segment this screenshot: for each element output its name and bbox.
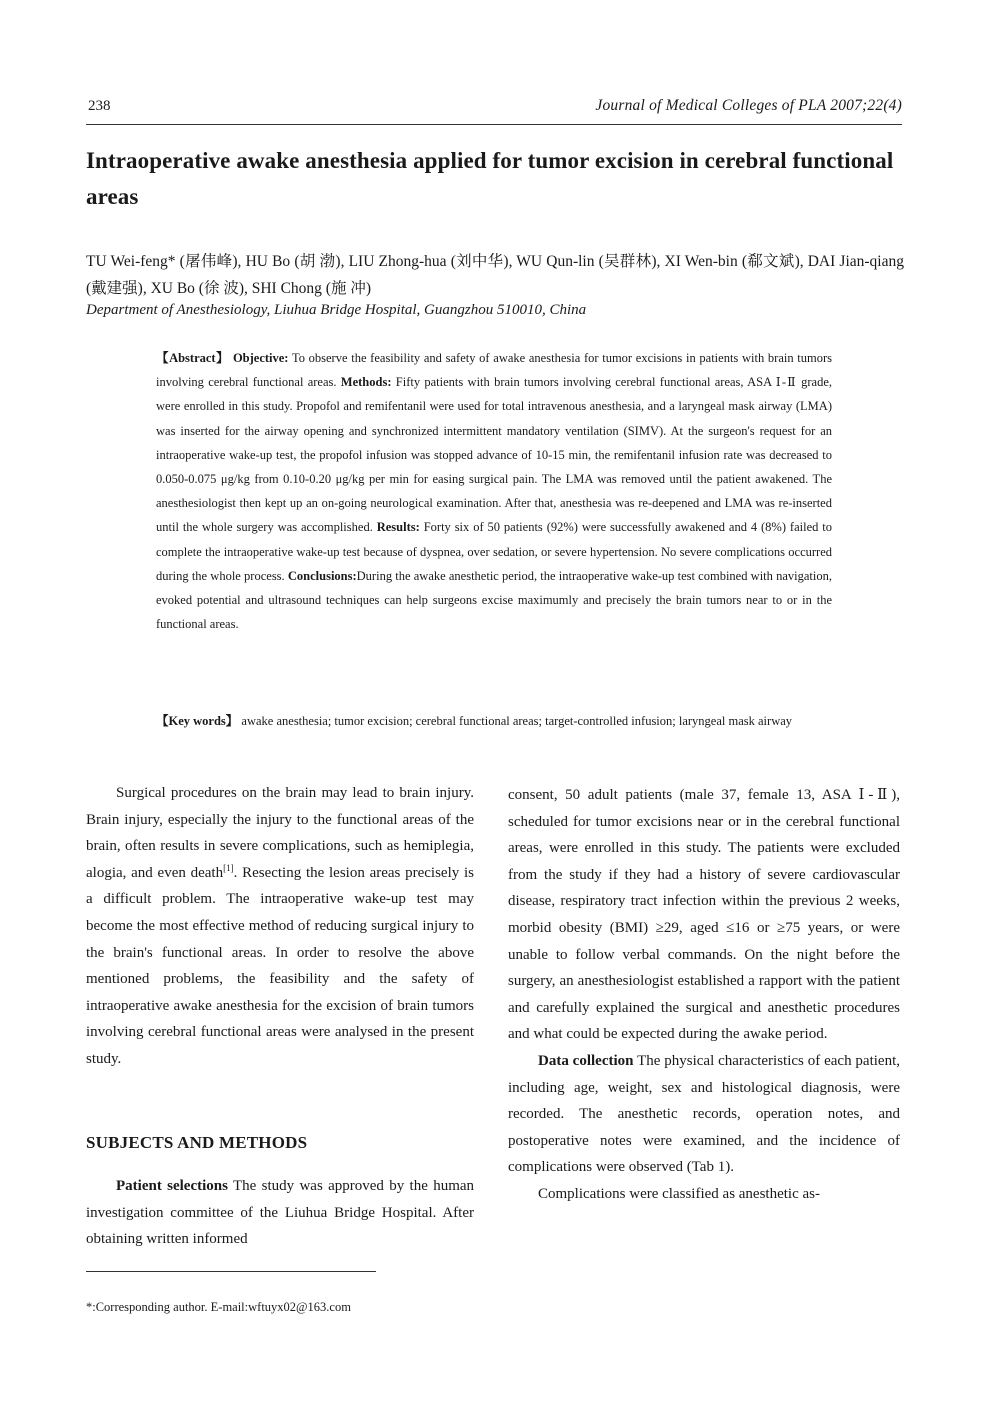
objective-text: To observe the feasibility and safety of awake anesthesia for tumor excisions in patients with brain tumors involving cerebral functional areas. <box>156 351 833 390</box>
abstract-label: 【Abstract】 <box>156 351 230 365</box>
journal-reference: Journal of Medical Colleges of PLA 2007;22(4) <box>595 97 902 114</box>
article-title: Intraoperative awake anesthesia applied for tumor excision in cerebral functional areas <box>86 148 894 209</box>
data-collection-paragraph <box>508 1048 900 1181</box>
citation-ref: [1] <box>223 862 234 873</box>
page-number: 238 <box>88 98 111 114</box>
methods-label: Methods: <box>340 375 392 390</box>
keywords <box>156 710 832 733</box>
objective-label: Objective: <box>232 351 289 365</box>
abstract <box>156 346 832 636</box>
complications-paragraph: Complications were classified as anesthetic as- <box>538 1185 820 1202</box>
section-heading: SUBJECTS AND METHODS <box>86 1133 308 1152</box>
data-collection-label: Data collection <box>538 1052 634 1069</box>
conclusions-label: Conclusions: <box>287 568 357 583</box>
keywords-text: awake anesthesia; tumor excision; cerebral functional areas; target-controlled infusion; laryngeal mask airway <box>238 714 793 728</box>
footnote-rule <box>86 1271 376 1272</box>
patient-selections-text: The study was approved by the human investigation committee of the Liuhua Bridge Hospital. After obtaining written informed <box>86 1178 475 1248</box>
intro-text-b: . Resecting the lesion areas precisely is a difficult problem. The intraoperative wake-up test may become the most effective method of reducing surgical injury to the brain's functional areas. In order to resolve the above mentioned problems, the feasibility and the safety of intraoperative awake anesthesia for the excision of brain tumors involving cerebral functional areas were analysed in the present study. <box>86 864 475 1067</box>
patient-selections-paragraph <box>86 1173 474 1253</box>
data-collection-text: The physical characteristics of each patient, including age, weight, sex and histological diagnosis, were recorded. The anesthetic records, operation notes, and postoperative notes were examined, and the incidence of complications were observed (Tab 1). <box>508 1052 900 1176</box>
methods-text: Fifty patients with brain tumors involving cerebral functional areas, ASA Ⅰ-Ⅱ grade, were enrolled in this study. Propofol and remifentanil were used for total intravenous anesthesia, and a laryngeal mask airway (LMA) was inserted for the airway opening and synchronized intermittent mandatory ventilation (SIMV). At the surgeon's request for an intraoperative wake-up test, the propofol infusion was stopped advance of 10-15 min, the remifentanil infusion rate was decreased to 0.050-0.075 μg/kg from 0.10-0.20 μg/kg per min for easing surgical pain. The LMA was removed until the patient awakened. The anesthesiologist then kept up an on-going neurological examination. After that, anesthesia was re-deepened and LMA was re-inserted until the whole surgery was accomplished. <box>156 375 833 535</box>
affiliation: Department of Anesthesiology, Liuhua Bridge Hospital, Guangzhou 510010, China <box>86 302 587 318</box>
conclusions-text: During the awake anesthetic period, the intraoperative wake-up test combined with navigation, evoked potential and ultrasound techniques can help surgeons excise maximumly and precisely the brain tumors near to or in the functional areas. <box>156 568 832 632</box>
header-rule <box>86 124 902 125</box>
consent-paragraph: consent, 50 adult patients (male 37, female 13, ASA Ⅰ-Ⅱ), scheduled for tumor excisions near or in the cerebral functional areas, were enrolled in this study. The patients were excluded from the study if they had a history of severe cardiovascular disease, respiratory tract infection within the previous 2 weeks, morbid obesity (BMI) ≥29, aged ≤16 or ≥75 years, or were unable to follow verbal commands. On the night before the surgery, an anesthesiologist established a rapport with the patient and carefully explained the surgical and anesthetic procedures and what could be expected during the awake period. <box>508 787 900 1043</box>
intro-text-a: Surgical procedures on the brain may lead to brain injury. Brain injury, especially the injury to the functional areas of the brain, often results in severe complications, such as hemiplegia, alogia, and even death <box>86 785 474 881</box>
left-column-lower <box>86 1173 474 1253</box>
footnote: *:Corresponding author. E-mail:wftuyx02@163.com <box>86 1300 351 1314</box>
results-text: Forty six of 50 patients (92%) were successfully awakened and 4 (8%) failed to complete the intraoperative wake-up test because of dyspnea, over sedation, or severe hypertension. No severe complications occurred during the whole process. <box>156 520 832 583</box>
results-label: Results: <box>376 520 420 535</box>
intro-paragraph <box>86 780 474 1073</box>
keywords-label: 【Key words】 <box>156 714 239 728</box>
right-column <box>508 782 900 1208</box>
patient-selections-label: Patient selections <box>116 1178 228 1194</box>
author-list: TU Wei-feng* (屠伟峰), HU Bo (胡 渤), LIU Zhong-hua (刘中华), WU Qun-lin (吴群林), XI Wen-bin (郗文斌), DAI Jian-qiang (戴建强), XU Bo (徐 波), SHI Chong (施 冲) <box>86 253 904 297</box>
left-column <box>86 780 474 1073</box>
